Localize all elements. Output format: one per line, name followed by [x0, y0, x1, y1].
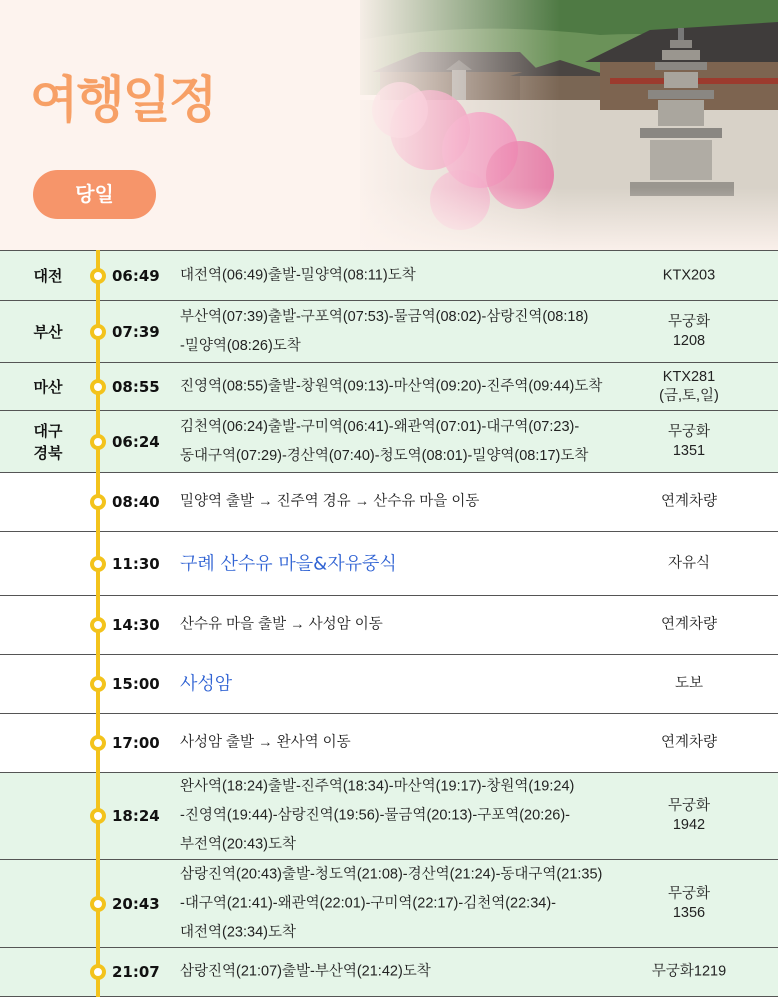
departure-time: 06:49	[112, 266, 160, 285]
route-line: 밀양역 출발 → 진주역 경유 → 산수유 마을 이동	[180, 493, 480, 510]
region-label: 마산	[33, 377, 63, 396]
transport-line: 자유식	[667, 555, 711, 571]
transport-line: 무궁화	[667, 885, 711, 902]
route-line: 대전역(06:49)출발-밀양역(08:11)도착	[180, 267, 416, 283]
route-line: 동대구역(07:29)-경산역(07:40)-청도역(08:01)-밀양역(08:17)도착	[180, 447, 589, 464]
route-description	[180, 261, 640, 290]
departure-time: 20:43	[112, 894, 160, 913]
transport-info	[640, 493, 738, 512]
route-line: 부산역(07:39)출발-구포역(07:53)-물금역(08:02)-삼랑진역(08:18)	[180, 308, 589, 325]
route-line: 삼랑진역(21:07)출발-부산역(21:42)도착	[180, 963, 431, 980]
page-title: 여행일정	[30, 71, 216, 129]
schedule-row	[0, 713, 778, 772]
transport-line: 무궁화	[667, 423, 711, 440]
destination-highlight	[180, 670, 640, 699]
route-line: 사성암	[180, 673, 233, 695]
route-description	[180, 611, 640, 640]
schedule-row	[0, 250, 778, 300]
departure-time: 21:07	[112, 963, 160, 981]
route-line: 사성암 출발 → 완사역 이동	[180, 734, 351, 751]
transport-line: 연계차량	[660, 734, 718, 751]
transport-line: 도보	[674, 675, 703, 692]
route-line: 부전역(20:43)도착	[180, 836, 296, 853]
transport-line: 1208	[672, 332, 706, 349]
route-line: 삼랑진역(20:43)출발-청도역(21:08)-경산역(21:24)-동대구역(21:35)	[180, 866, 603, 882]
timeline-dot-icon	[90, 896, 106, 912]
transport-line: 무궁화	[667, 798, 711, 814]
transport-info	[640, 423, 738, 461]
transport-info	[640, 734, 738, 753]
timeline-dot-icon	[90, 617, 106, 633]
route-line: -밀양역(08:26)도착	[180, 337, 301, 354]
departure-time: 07:39	[112, 322, 160, 341]
region-label: 부산	[33, 322, 63, 341]
transport-info	[640, 616, 738, 635]
schedule-row	[0, 859, 778, 947]
transport-line: 연계차량	[660, 616, 718, 633]
transport-info	[640, 675, 738, 694]
schedule-row	[0, 947, 778, 997]
timeline-dot-icon	[90, 379, 106, 395]
transport-info	[640, 797, 738, 835]
route-line: 김천역(06:24)출발-구미역(06:41)-왜관역(07:01)-대구역(07:23)-	[180, 418, 580, 435]
transport-info	[640, 368, 738, 406]
transport-line: 1356	[672, 904, 706, 921]
transport-line: KTX203	[662, 267, 716, 283]
schedule-row	[0, 595, 778, 654]
timeline-dot-icon	[90, 676, 106, 692]
route-description	[180, 729, 640, 758]
route-description	[180, 303, 640, 361]
transport-line: 무궁화1219	[651, 963, 727, 980]
route-line: -대구역(21:41)-왜관역(22:01)-구미역(22:17)-김천역(22:34)-	[180, 895, 556, 911]
route-description	[180, 488, 640, 517]
day-tab-button[interactable]: 당일	[33, 170, 156, 219]
transport-info	[640, 266, 738, 285]
schedule-row	[0, 362, 778, 410]
schedule-table	[0, 250, 778, 997]
timeline-dot-icon	[90, 808, 106, 824]
schedule-row	[0, 300, 778, 362]
schedule-row	[0, 472, 778, 531]
timeline-dot-icon	[90, 268, 106, 284]
timeline-dot-icon	[90, 556, 106, 572]
timeline-dot-icon	[90, 964, 106, 980]
departure-time: 18:24	[112, 807, 160, 825]
transport-line: 1942	[672, 817, 706, 833]
route-line: 진영역(08:55)출발-창원역(09:13)-마산역(09:20)-진주역(09:44)도착	[180, 378, 603, 394]
transport-line: 연계차량	[660, 493, 718, 510]
timeline-dot-icon	[90, 324, 106, 340]
transport-line: (금,토,일)	[659, 387, 719, 404]
route-line: -진영역(19:44)-삼랑진역(19:56)-물금역(20:13)-구포역(20:26)-	[180, 807, 571, 824]
transport-line: 무궁화	[667, 313, 711, 330]
transport-info	[640, 885, 738, 923]
transport-info	[640, 554, 738, 573]
departure-time: 06:24	[112, 432, 160, 451]
timeline-dot-icon	[90, 735, 106, 751]
departure-time: 17:00	[112, 734, 160, 752]
region-label: 대구 경북	[33, 421, 63, 462]
transport-info	[640, 313, 738, 351]
hero-banner	[0, 0, 778, 250]
departure-time: 15:00	[112, 675, 160, 693]
transport-line: 1351	[672, 442, 706, 459]
route-line: 산수유 마을 출발 → 사성암 이동	[180, 616, 383, 633]
schedule-row	[0, 772, 778, 859]
departure-time: 14:30	[112, 616, 160, 634]
schedule-row	[0, 531, 778, 595]
region-label: 대전	[33, 266, 63, 285]
timeline-dot-icon	[90, 494, 106, 510]
route-description	[180, 958, 640, 987]
transport-info	[640, 963, 738, 982]
route-description	[180, 773, 640, 860]
timeline-dot-icon	[90, 434, 106, 450]
route-description	[180, 860, 640, 947]
transport-line: KTX281	[662, 368, 716, 385]
route-line: 완사역(18:24)출발-진주역(18:34)-마산역(19:17)-창원역(19:24)	[180, 778, 575, 795]
schedule-row	[0, 410, 778, 472]
destination-highlight	[180, 549, 640, 578]
route-description	[180, 413, 640, 471]
departure-time: 08:40	[112, 493, 160, 511]
route-line: 구례 산수유 마을&자유중식	[180, 553, 397, 574]
departure-time: 08:55	[112, 377, 160, 396]
departure-time: 11:30	[112, 554, 160, 573]
schedule-row	[0, 654, 778, 713]
route-description	[180, 372, 640, 401]
route-line: 대전역(23:34)도착	[180, 924, 296, 940]
